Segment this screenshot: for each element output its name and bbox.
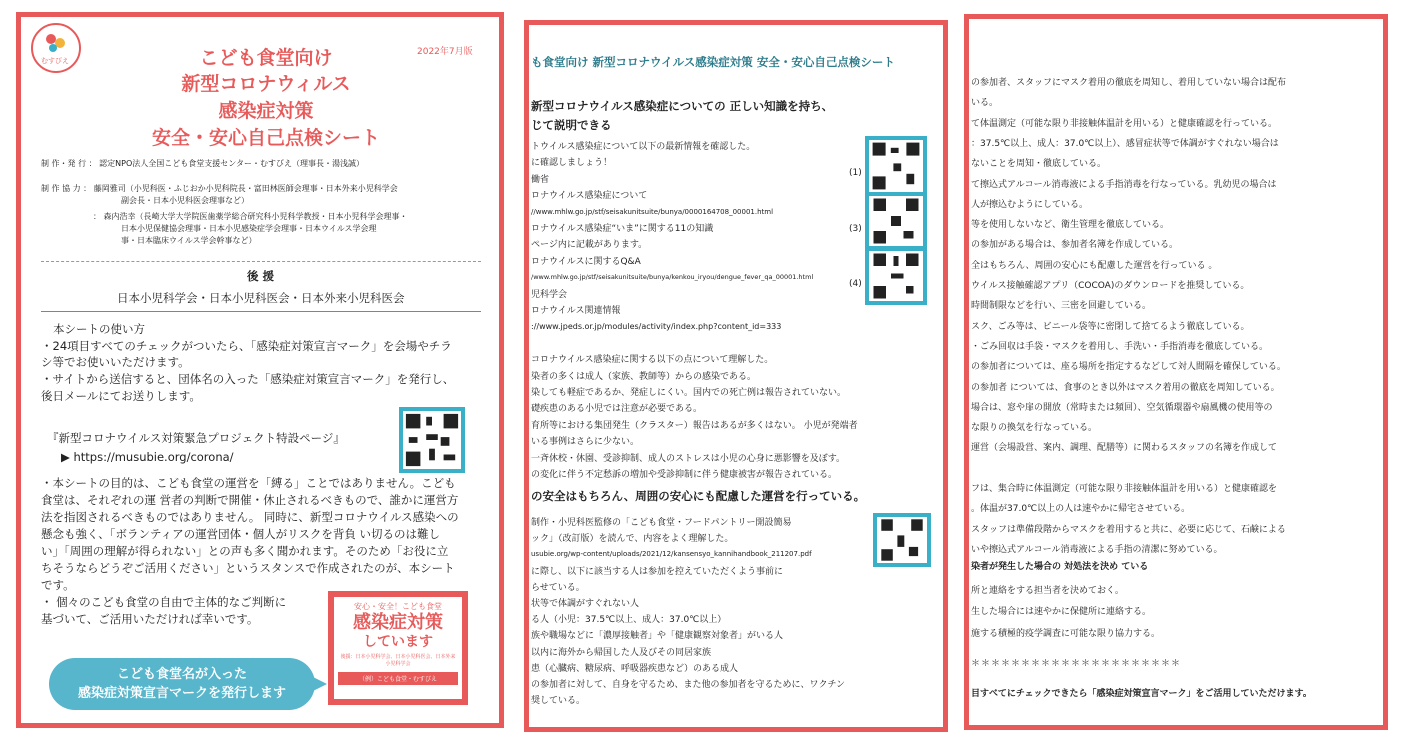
text-line: ウイルス接触確認アプリ（COCOA)のダウンロードを推奨している。	[971, 281, 1250, 291]
text-line: 等を使用しないなど、衛生管理を徹底している。	[971, 220, 1170, 231]
text-line: コロナウイルス感染症に関する以下の点について理解した。	[531, 355, 774, 366]
declaration-mark-poster	[328, 591, 468, 705]
title-line-2: 新型コロナウィルス	[181, 73, 351, 95]
procedure-line: 生した場合には速やかに保健所に連絡する。	[971, 607, 1152, 617]
text-line: る人（小児：37.5℃以上、成人：37.0℃以上）	[531, 615, 727, 626]
purpose-line: い」「周囲の理解が得られない」との声も多く聞かれます。そのため「お役に立	[41, 544, 449, 558]
text-line: //www.mhlw.go.jp/stf/seisakunitsuite/bunya/0000164708_00001.html	[531, 207, 774, 216]
purpose-line: 法を指図されるべきものではありません。 同時に、新型コロナウイルス感染への	[41, 510, 459, 524]
procedure-line: 所と連絡をする担当者を決めておく。	[971, 586, 1124, 596]
coop-line: ： 森内浩幸（長崎大学大学院医歯薬学総合研究科小児科学教授・日本小児科学会理事・	[93, 212, 408, 221]
purpose-line: ちそうならどうぞご活用ください」というスタンスで作成されたのが、本シート	[41, 561, 455, 575]
banner-line: 感染症対策宣言マークを発行します	[77, 686, 286, 701]
text-line: に際し、以下に該当する人は参加を控えていただくよう事前に	[531, 566, 784, 577]
text-line: 族や職場などに「濃厚接触者」や「健康観察対象者」がいる人	[531, 631, 784, 642]
purpose-line: 懸念も強く、「ボランティアの運営団体・個人がリスクを背負 い切るのは難し	[41, 527, 441, 541]
text-line: 状等で体調がすぐれない人	[531, 599, 640, 609]
qr-label: (3)	[849, 224, 862, 234]
edition-label: 2022年7月版	[417, 47, 473, 57]
usage-line: シ等でお使いいただけます。	[41, 355, 190, 369]
qr-code	[399, 407, 465, 473]
text-line: 患（心臓病、糖尿病、呼吸器疾患など）のある成人	[531, 663, 739, 674]
text-line: ・ごみ回収は手袋・マスクを着用し、手洗い・手指消毒を徹底している。	[971, 341, 1269, 352]
qr-label: (4)	[849, 279, 862, 289]
poster-sub: 後援：日本小児科学会、日本小児科医会、日本外来小児科学会	[340, 654, 456, 667]
text-line: 制作・小児科医監修の「こども食堂・フードパントリー開設簡易	[531, 518, 792, 528]
text-line: 染しても軽症であるか、発症しにくい。国内での死亡例は報告されていない。	[531, 388, 847, 398]
text-line: スタッフは準備段階からマスクを着用すると共に、必要に応じて、石鹸による	[971, 524, 1286, 535]
purpose-line: です。	[41, 578, 75, 592]
text-line: 働省	[531, 174, 550, 185]
purpose-line: ・ 個々のこども食堂の自由で主体的なご判断に	[41, 595, 287, 609]
text-line: いる事例はさらに少ない。	[531, 437, 640, 448]
text-line: 運営（会場設営、案内、調理、配膳等）に関わるスタッフの名簿を作成して	[971, 443, 1278, 454]
poster-footer: （例）こども食堂・むすびえ	[338, 672, 458, 685]
poster-main: 感染症対策	[353, 612, 443, 633]
sheet-page-3	[964, 14, 1388, 730]
purpose-line: 食堂は、それぞれの運 営者の判断で開催・休止されるべきもので、誰かに運営方	[41, 493, 459, 507]
text-line: に確認しましょう！	[531, 158, 613, 169]
text-line: 奨している。	[531, 696, 586, 707]
text-line: 人が擦込むようにしている。	[971, 199, 1089, 210]
qr-label: (1)	[849, 168, 862, 178]
text-line: の変化に伴う不定愁訴の増加や受診抑制に伴う健康被害が報告されている。	[531, 470, 838, 480]
coop-line: 副会長・日本小児科医会理事など）	[121, 196, 249, 205]
text-line: て擦込式アルコール消毒液による手指消毒を行なっている。乳幼児の場合は	[971, 179, 1277, 190]
support-heading: 後 援	[247, 269, 275, 283]
text-line: 全はもちろん、周囲の安心にも配慮した運営を行っている 。	[971, 260, 1218, 271]
text-line: usubie.org/wp-content/uploads/2021/12/kansensyo_kannihandbook_211207.pdf	[531, 550, 812, 559]
text-line: の参加者、スタッフにマスク着用の徹底を周知し、着用していない場合は配布	[971, 78, 1287, 88]
text-line: ロナウイルス感染症について	[531, 191, 648, 202]
text-line: ロナウイルス関連情報	[531, 306, 621, 316]
text-line: な限りの換気を行なっている。	[971, 423, 1098, 434]
divider	[41, 311, 481, 312]
section-heading: 染者が発生した場合の 対処法を決め ている	[971, 562, 1149, 572]
text-line: ック」（改訂版）を読んで、内容をよく理解した。	[531, 534, 734, 545]
text-line: 。体温が37.0℃以上の人は速やかに帰宅させている。	[971, 504, 1191, 515]
section-heading: じて説明できる	[531, 118, 612, 132]
sheet-page-1	[16, 12, 504, 728]
text-line: の参加者 については、食事のとき以外はマスク着用の徹底を周知している。	[971, 382, 1280, 393]
usage-line: ・24項目すべてのチェックがついたら、「感染症対策宣言マーク」を会場やチラ	[41, 339, 452, 353]
text-line: 染者の多くは成人（家族、教師等）からの感染である。	[531, 371, 757, 382]
purpose-line: 基づいて、ご活用いただければ幸いです。	[41, 612, 259, 626]
project-page-label: 『新型コロナウイルス対策緊急プロジェクト特設ページ』	[47, 431, 345, 445]
musubie-logo	[31, 23, 81, 73]
logo-text: むすびえ	[41, 57, 69, 65]
title-line-1: こども食堂向け	[199, 47, 333, 69]
coop-line: 事・日本臨床ウイルス学会幹事など）	[121, 236, 257, 245]
poster-main-2: しています	[363, 634, 433, 650]
support-orgs: 日本小児科学会・日本小児科医会・日本外来小児科医会	[117, 291, 405, 305]
text-line: ロナウイルス感染症“いま”に関する11の知識	[531, 224, 714, 234]
sheet-page-2	[524, 20, 948, 732]
poster-top: 安心・安全！こども食堂	[354, 602, 442, 611]
section-heading: の安全はもちろん、周囲の安心にも配慮した運営を行っている。	[531, 489, 866, 503]
text-line: 育所等における集団発生（クラスター）報告はあるが多くはない。 小児が発端者	[531, 420, 858, 431]
usage-line: ・サイトから送信すると、団体名の入った「感染症対策宣言マーク」を発行し、	[41, 372, 455, 386]
coop-line: 制 作 協 力 ： 藤岡雅司（小児科医・ふじおか小児科院長・富田林医師会理事・日本外来小児科学会	[41, 184, 398, 193]
text-line: フは、集合時に体温測定（可能な限り非接触体温計を用いる）と健康確認を	[971, 484, 1278, 494]
star-divider: ＊＊＊＊＊＊＊＊＊＊＊＊＊＊＊＊＊＊＊＊＊	[971, 659, 1182, 669]
text-line: いる。	[971, 98, 999, 109]
text-line: の参加者については、座る場所を指定するなどして対人間隔を確保している。	[971, 362, 1286, 373]
text-line: ：37.5℃以上、成人：37.0℃以上）、感冒症状等で体調がすぐれない場合は	[971, 138, 1279, 149]
qr-code	[873, 513, 931, 567]
qr-code	[865, 136, 927, 196]
text-line: ページ内に記載があります。	[531, 240, 648, 251]
title-line-3: 感染症対策	[218, 100, 314, 122]
text-line: て体温測定（可能な限り非接触体温計を用いる）と健康確認を行っている。	[971, 118, 1278, 129]
text-line: 時間制限などを行い、三密を回避している。	[971, 301, 1152, 312]
purpose-line: ・本シートの目的は、こども食堂の運営を「縛る」ことではありません。こども	[41, 476, 456, 490]
qr-code	[865, 192, 927, 250]
text-line: ないことを周知・徹底している。	[971, 159, 1107, 170]
mark-banner	[49, 658, 315, 710]
text-line: 以内に海外から帰国した人及びその同居家族	[531, 647, 712, 658]
coop-line: 日本小児保健協会理事・日本小児感染症学会理事・日本ウイルス学会理	[121, 224, 377, 233]
title-line-4: 安全・安心自己点検シート	[151, 127, 380, 149]
text-line: トウイルス感染症について以下の最新情報を確認した。	[531, 142, 756, 152]
text-line: スク、ごみ等は、ビニール袋等に密閉して捨てるよう徹底している。	[971, 321, 1250, 332]
usage-line: 後日メールにてお送りします。	[41, 389, 201, 403]
text-line: 礎疾患のある小児では注意が必要である。	[531, 404, 703, 415]
text-line: /www.mhlw.go.jp/stf/seisakunitsuite/bunya/kenkou_iryou/dengue_fever_qa_00001.html	[531, 273, 814, 282]
text-line: の参加がある場合は、参加者名簿を作成している。	[971, 240, 1179, 251]
text-line: 一斉休校・休園、受診抑制、成人のストレスは小児の心身に悪影響を及ぼす。	[531, 453, 846, 464]
page-header: も食堂向け 新型コロナウイルス感染症対策 安全・安心自己点検シート	[531, 55, 895, 69]
text-line: 場合は、窓や扉の開放（常時または頻回）、空気循環器や扇風機の使用等の	[971, 402, 1273, 413]
divider	[41, 261, 481, 262]
text-line: らせている。	[531, 582, 585, 593]
banner-line: こども食堂名が入った	[116, 667, 247, 682]
procedure-line: 施する積極的疫学調査に可能な限り協力する。	[971, 629, 1161, 639]
usage-line: 本シートの使い方	[53, 322, 145, 336]
text-line: の参加者に対して、自身を守るため、また他の参加者を守るために、ワクチン	[531, 680, 846, 690]
section-heading: 新型コロナウイルス感染症についての 正しい知識を持ち、	[531, 99, 834, 113]
qr-code	[865, 247, 927, 305]
producer-text: 制 作・発 行 ： 認定NPO法人全国こども食堂支援センター・むすびえ（理事長・湯浅誠）	[41, 159, 364, 168]
final-note: 目すべてにチェックできたら「感染症対策宣言マーク」をご活用していただけます。	[971, 689, 1312, 699]
text-line: 児科学会	[531, 289, 568, 300]
text-line: ロナウイルスに関するQ&A	[531, 256, 641, 267]
text-line: いや擦込式アルコール消毒液による手指の清潔に努めている。	[971, 544, 1223, 555]
text-line: ://www.jpeds.or.jp/modules/activity/index.php?content_id=333	[531, 322, 782, 332]
project-url-link[interactable]: ▶ https://musubie.org/corona/	[61, 450, 234, 464]
